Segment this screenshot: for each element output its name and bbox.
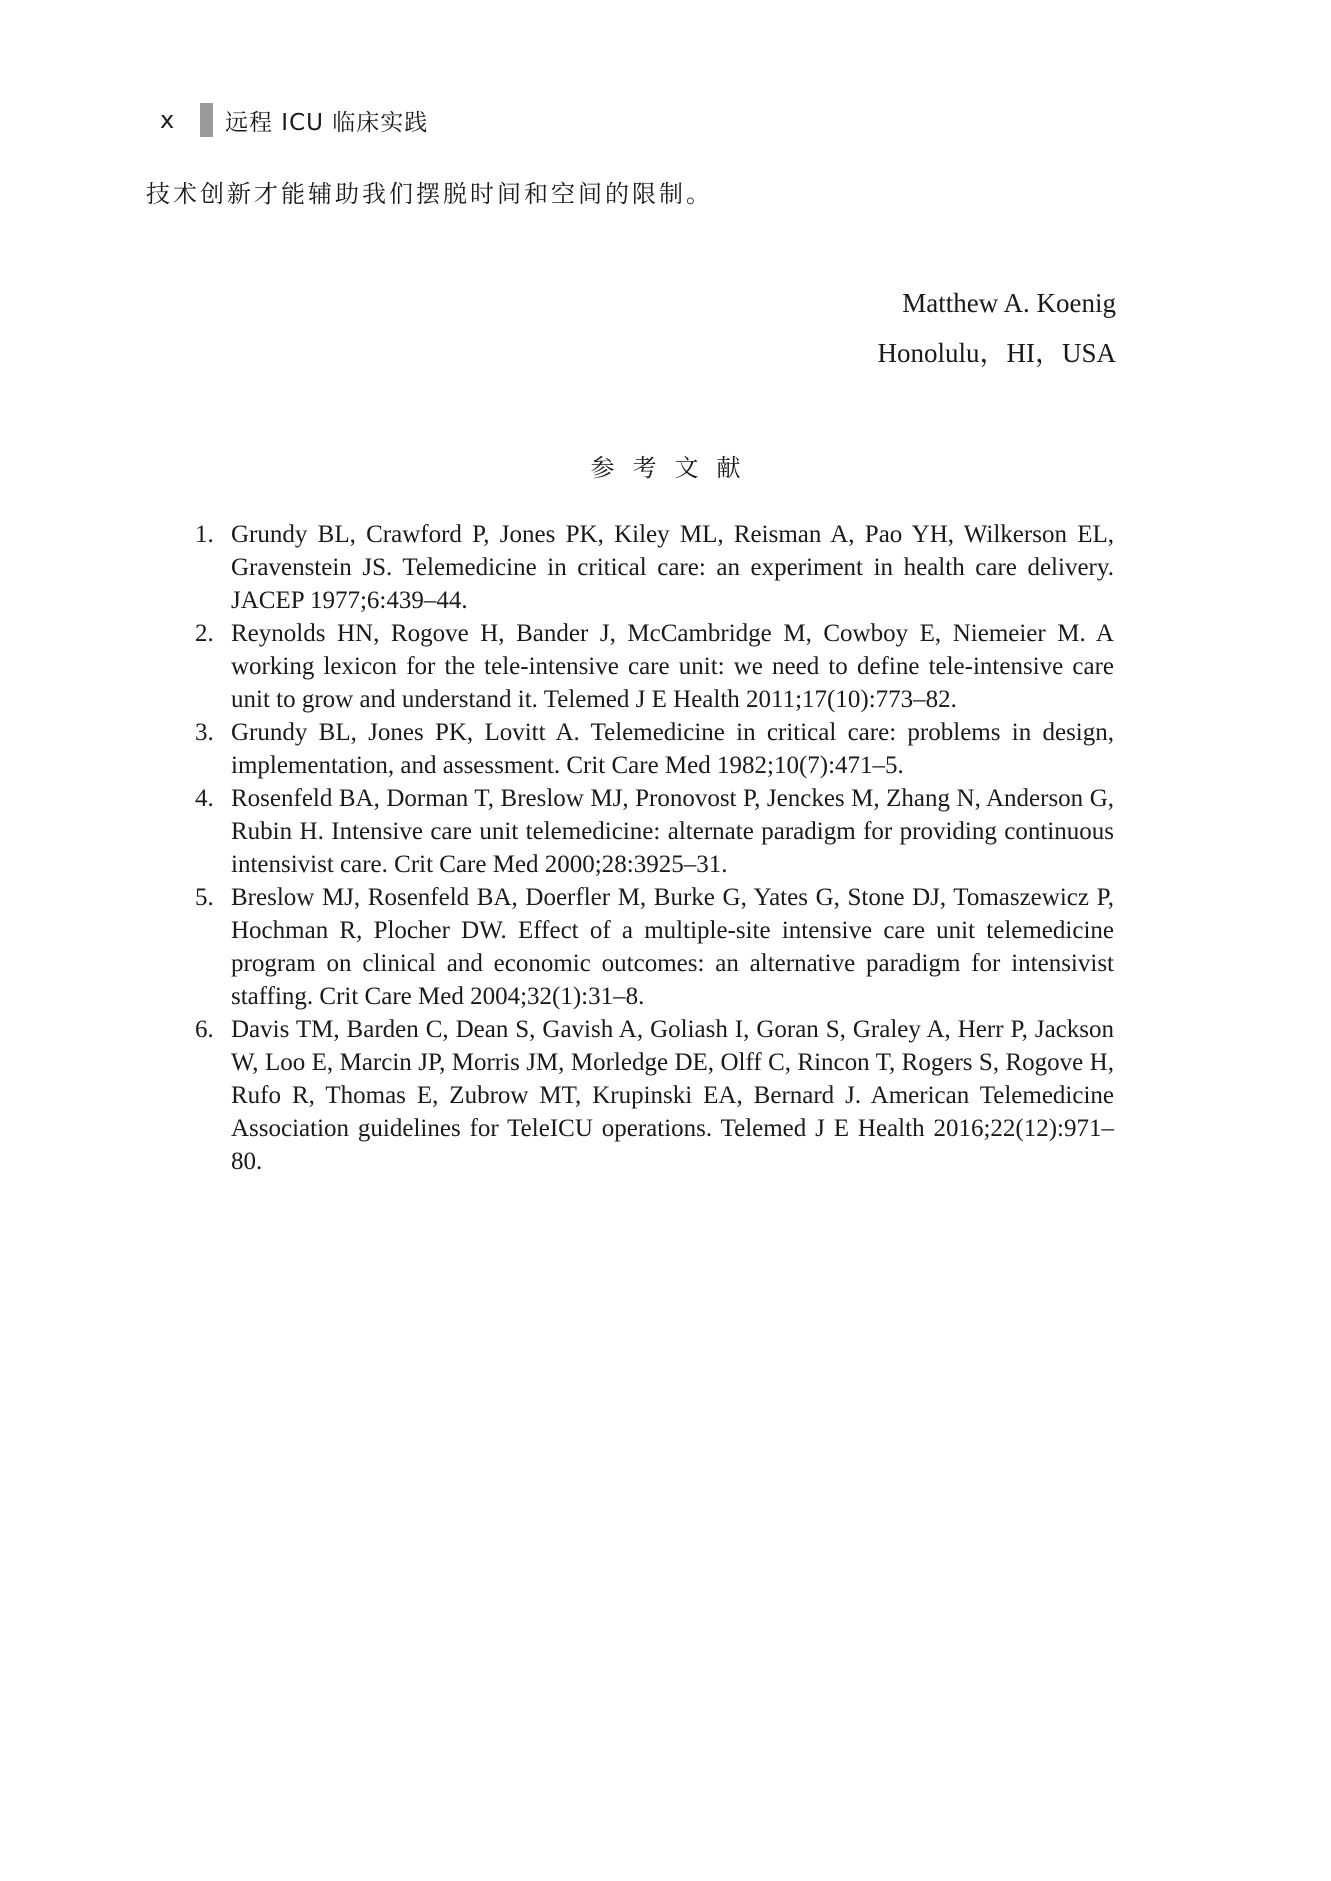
reference-item-4 (195, 782, 1114, 881)
reference-text: Reynolds HN, Rogove H, Bander J, McCambridge M, Cowboy E, Niemeier M. A working lexicon for the tele-intensive care unit: we need to define tele-intensive care unit to grow and understand it. Telemed J E Health 2011;17(10):773–82. (231, 620, 1114, 713)
reference-number: 1. (195, 521, 214, 548)
reference-text: Rosenfeld BA, Dorman T, Breslow MJ, Pronovost P, Jenckes M, Zhang N, Anderson G, Rubin H. Intensive care unit telemedicine: alternate paradigm for providing continuous intensivist care. Crit Care Med 2000;28:3925–31. (231, 785, 1114, 878)
reference-number: 2. (195, 620, 214, 647)
reference-item-2 (195, 617, 1114, 716)
page-number: x (160, 106, 175, 134)
reference-item-5 (195, 881, 1114, 1013)
author-name: Matthew A. Koenig (902, 288, 1116, 318)
reference-text: Breslow MJ, Rosenfeld BA, Doerfler M, Burke G, Yates G, Stone DJ, Tomaszewicz P, Hochman R, Plocher DW. Effect of a multiple-site intensive care unit telemedicine program on clinical and economic outcomes: an alternative paradigm for intensivist staffing. Crit Care Med 2004;32(1):31–8. (231, 884, 1114, 1010)
page-header (160, 102, 428, 138)
body-paragraph: 技术创新才能辅助我们摆脱时间和空间的限制。 (146, 180, 713, 208)
reference-number: 5. (195, 884, 214, 911)
author-location: Honolulu，HI，USA (877, 338, 1116, 368)
header-bar (200, 103, 213, 137)
references-heading: 参考文献 (590, 454, 759, 482)
reference-text: Davis TM, Barden C, Dean S, Gavish A, Goliash I, Goran S, Graley A, Herr P, Jackson W, Loo E, Marcin JP, Morris JM, Morledge DE, Olff C, Rincon T, Rogers S, Rogove H, Rufo R, Thomas E, Zubrow MT, Krupinski EA, Bernard J. American Telemedicine Association guidelines for TeleICU operations. Telemed J E Health 2016;22(12):971–80. (231, 1016, 1114, 1175)
reference-item-1 (195, 518, 1114, 617)
reference-text: Grundy BL, Jones PK, Lovitt A. Telemedicine in critical care: problems in design, implementation, and assessment. Crit Care Med 1982;10(7):471–5. (231, 719, 1114, 779)
reference-item-6 (195, 1013, 1114, 1178)
reference-text: Grundy BL, Crawford P, Jones PK, Kiley ML, Reisman A, Pao YH, Wilkerson EL, Gravenstein JS. Telemedicine in critical care: an experiment in health care delivery. JACEP 1977;6:439–44. (231, 521, 1114, 614)
signature (877, 278, 1116, 378)
reference-list (195, 518, 1114, 1178)
reference-number: 3. (195, 719, 214, 746)
reference-number: 4. (195, 785, 214, 812)
reference-number: 6. (195, 1016, 214, 1043)
book-title: 远程 ICU 临床实践 (225, 109, 429, 136)
reference-item-3 (195, 716, 1114, 782)
